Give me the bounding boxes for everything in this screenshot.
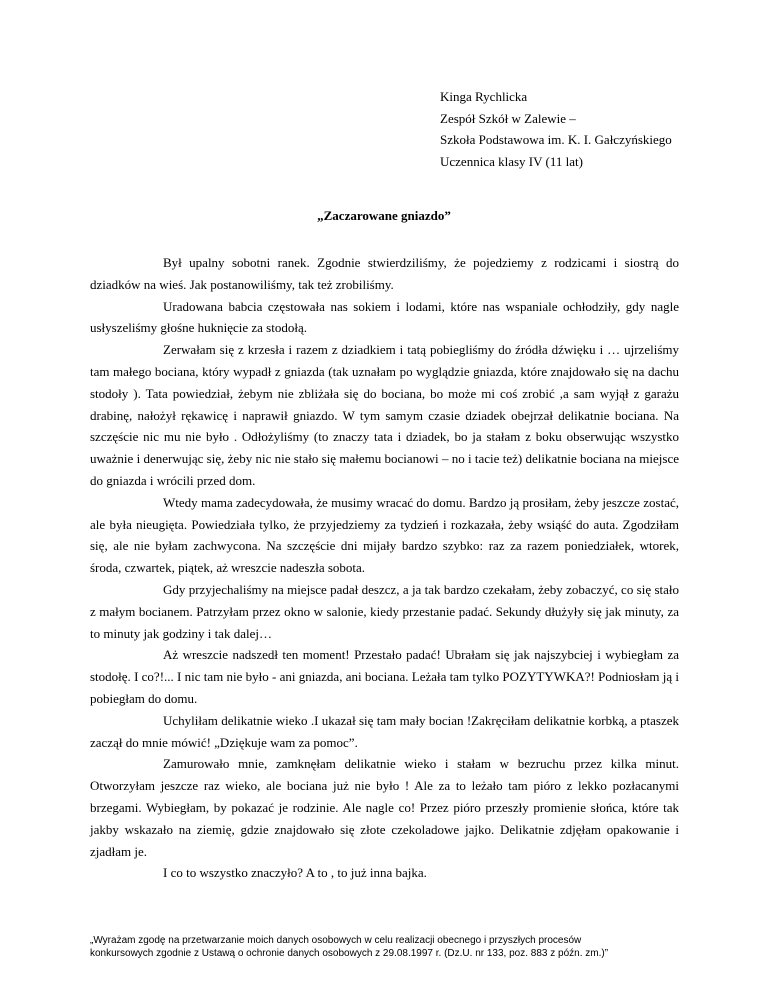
student-class: Uczennica klasy IV (11 lat) [440, 153, 583, 169]
paragraph: Gdy przyjechaliśmy na miejsce padał deszcz, a ja tak bardzo czekałam, żeby zobaczyć, co się stało z małym bocianem. Patrzyłam przez okno w salonie, kiedy przestanie padać. Sekundy dłużyły się jak minuty, za to minuty jak godziny i tak dalej… [90, 581, 679, 641]
paragraph: Zamurowało mnie, zamknęłam delikatnie wieko i stałam w bezruchu przez kilka minut. Otworzyłam jeszcze raz wieko, ale bociana już nie było ! Ale za to leżało tam pióro z lekko pozłacanymi brzegami. Wybiegłam, by pokazać je rodzinie. Ale nagle co! Przez pióro przeszły promienie słońca, które tak jakby wskazało na ziemię, gdzie znajdowało się złote czekoladowe jajko. Delikatnie zdjęłam opakowanie i zjadłam je. [90, 756, 679, 859]
school-line-2: Szkoła Podstawowa im. K. I. Gałczyńskiego [440, 132, 672, 147]
paragraph: Wtedy mama zadecydowała, że musimy wracać do domu. Bardzo ją prosiłam, żeby jeszcze zostać, ale była nieugięta. Powiedziała tylko, że przyjedziemy za tydzień i rozkazała, żeby wsiąść do auta. Zgodziłam się, ale nie byłam zachwycona. Na szczęście dni mijały bardzo szybko: raz za razem poniedziałek, wtorek, środa, czwartek, piątek, aż wreszcie nadeszła sobota. [90, 494, 679, 576]
paragraph: Zerwałam się z krzesła i razem z dziadkiem i tatą pobiegliśmy do źródła dźwięku i … ujrzeliśmy tam małego bociana, który wypadł z gniazda (tak uznałam po wyglądzie gniazda, które znajdowało się na dachu stodoły ). Tata powiedział, żebym nie zbliżała się do bociana, bo może mi coś zrobić ,a sam wyjął z garażu drabinę, nałożył rękawicę i naprawił gniazdo. W tym samym czasie dziadek obejrzał delikatnie bociana. Na szczęście nic mu nie było . Odłożyliśmy (to znaczy tata i dziadek, bo ja stałam z boku obserwując wszystko uważnie i denerwując się, żeby nic nie stało się małemu bocianowi – no i tacie też) delikatnie bociana na miejsce do gniazda i wrócili przed dom. [90, 342, 679, 488]
footer-line-2: konkursowych zgodnie z Ustawą o ochronie danych osobowych z 29.08.1997 r. (Dz.U. nr 133, poz. 883 z późn. zm.)” [90, 948, 609, 959]
paragraph: Uradowana babcia częstowała nas sokiem i lodami, które nas wspaniale ochłodziły, gdy nagle usłyszeliśmy głośne huknięcie za stodołą. [90, 298, 679, 336]
paragraph: I co to wszystko znaczyło? A to , to już inna bajka. [163, 865, 427, 881]
author-block [440, 86, 672, 172]
author-name: Kinga Rychlicka [440, 89, 528, 104]
paragraph: Był upalny sobotni ranek. Zgodnie stwierdziliśmy, że pojedziemy z rodzicami i siostrą do dziadków na wieś. Jak postanowiliśmy, tak też zrobiliśmy. [90, 255, 679, 292]
paragraph: Uchyliłam delikatnie wieko .I ukazał się tam mały bocian !Zakręciłam delikatnie korbką, a ptaszek zaczął do mnie mówić! „Dziękuje wam za pomoc”. [90, 712, 679, 750]
consent-footer [90, 934, 690, 960]
story-title: „Zaczarowane gniazdo” [317, 208, 451, 223]
paragraph: Aż wreszcie nadszedł ten moment! Przestało padać! Ubrałam się jak najszybciej i wybiegłam za stodołę. I co?!... I nic tam nie było - ani gniazda, ani bociana. Leżała tam tylko POZYTYWKA?! Podniosłam ją i pobiegłam do domu. [90, 647, 679, 706]
school-line-1: Zespół Szkół w Zalewie – [440, 110, 576, 126]
story-body [90, 252, 679, 884]
footer-line-1: „Wyrażam zgodę na przetwarzanie moich danych osobowych w celu realizacji obecnego i przyszłych procesów [90, 935, 582, 946]
